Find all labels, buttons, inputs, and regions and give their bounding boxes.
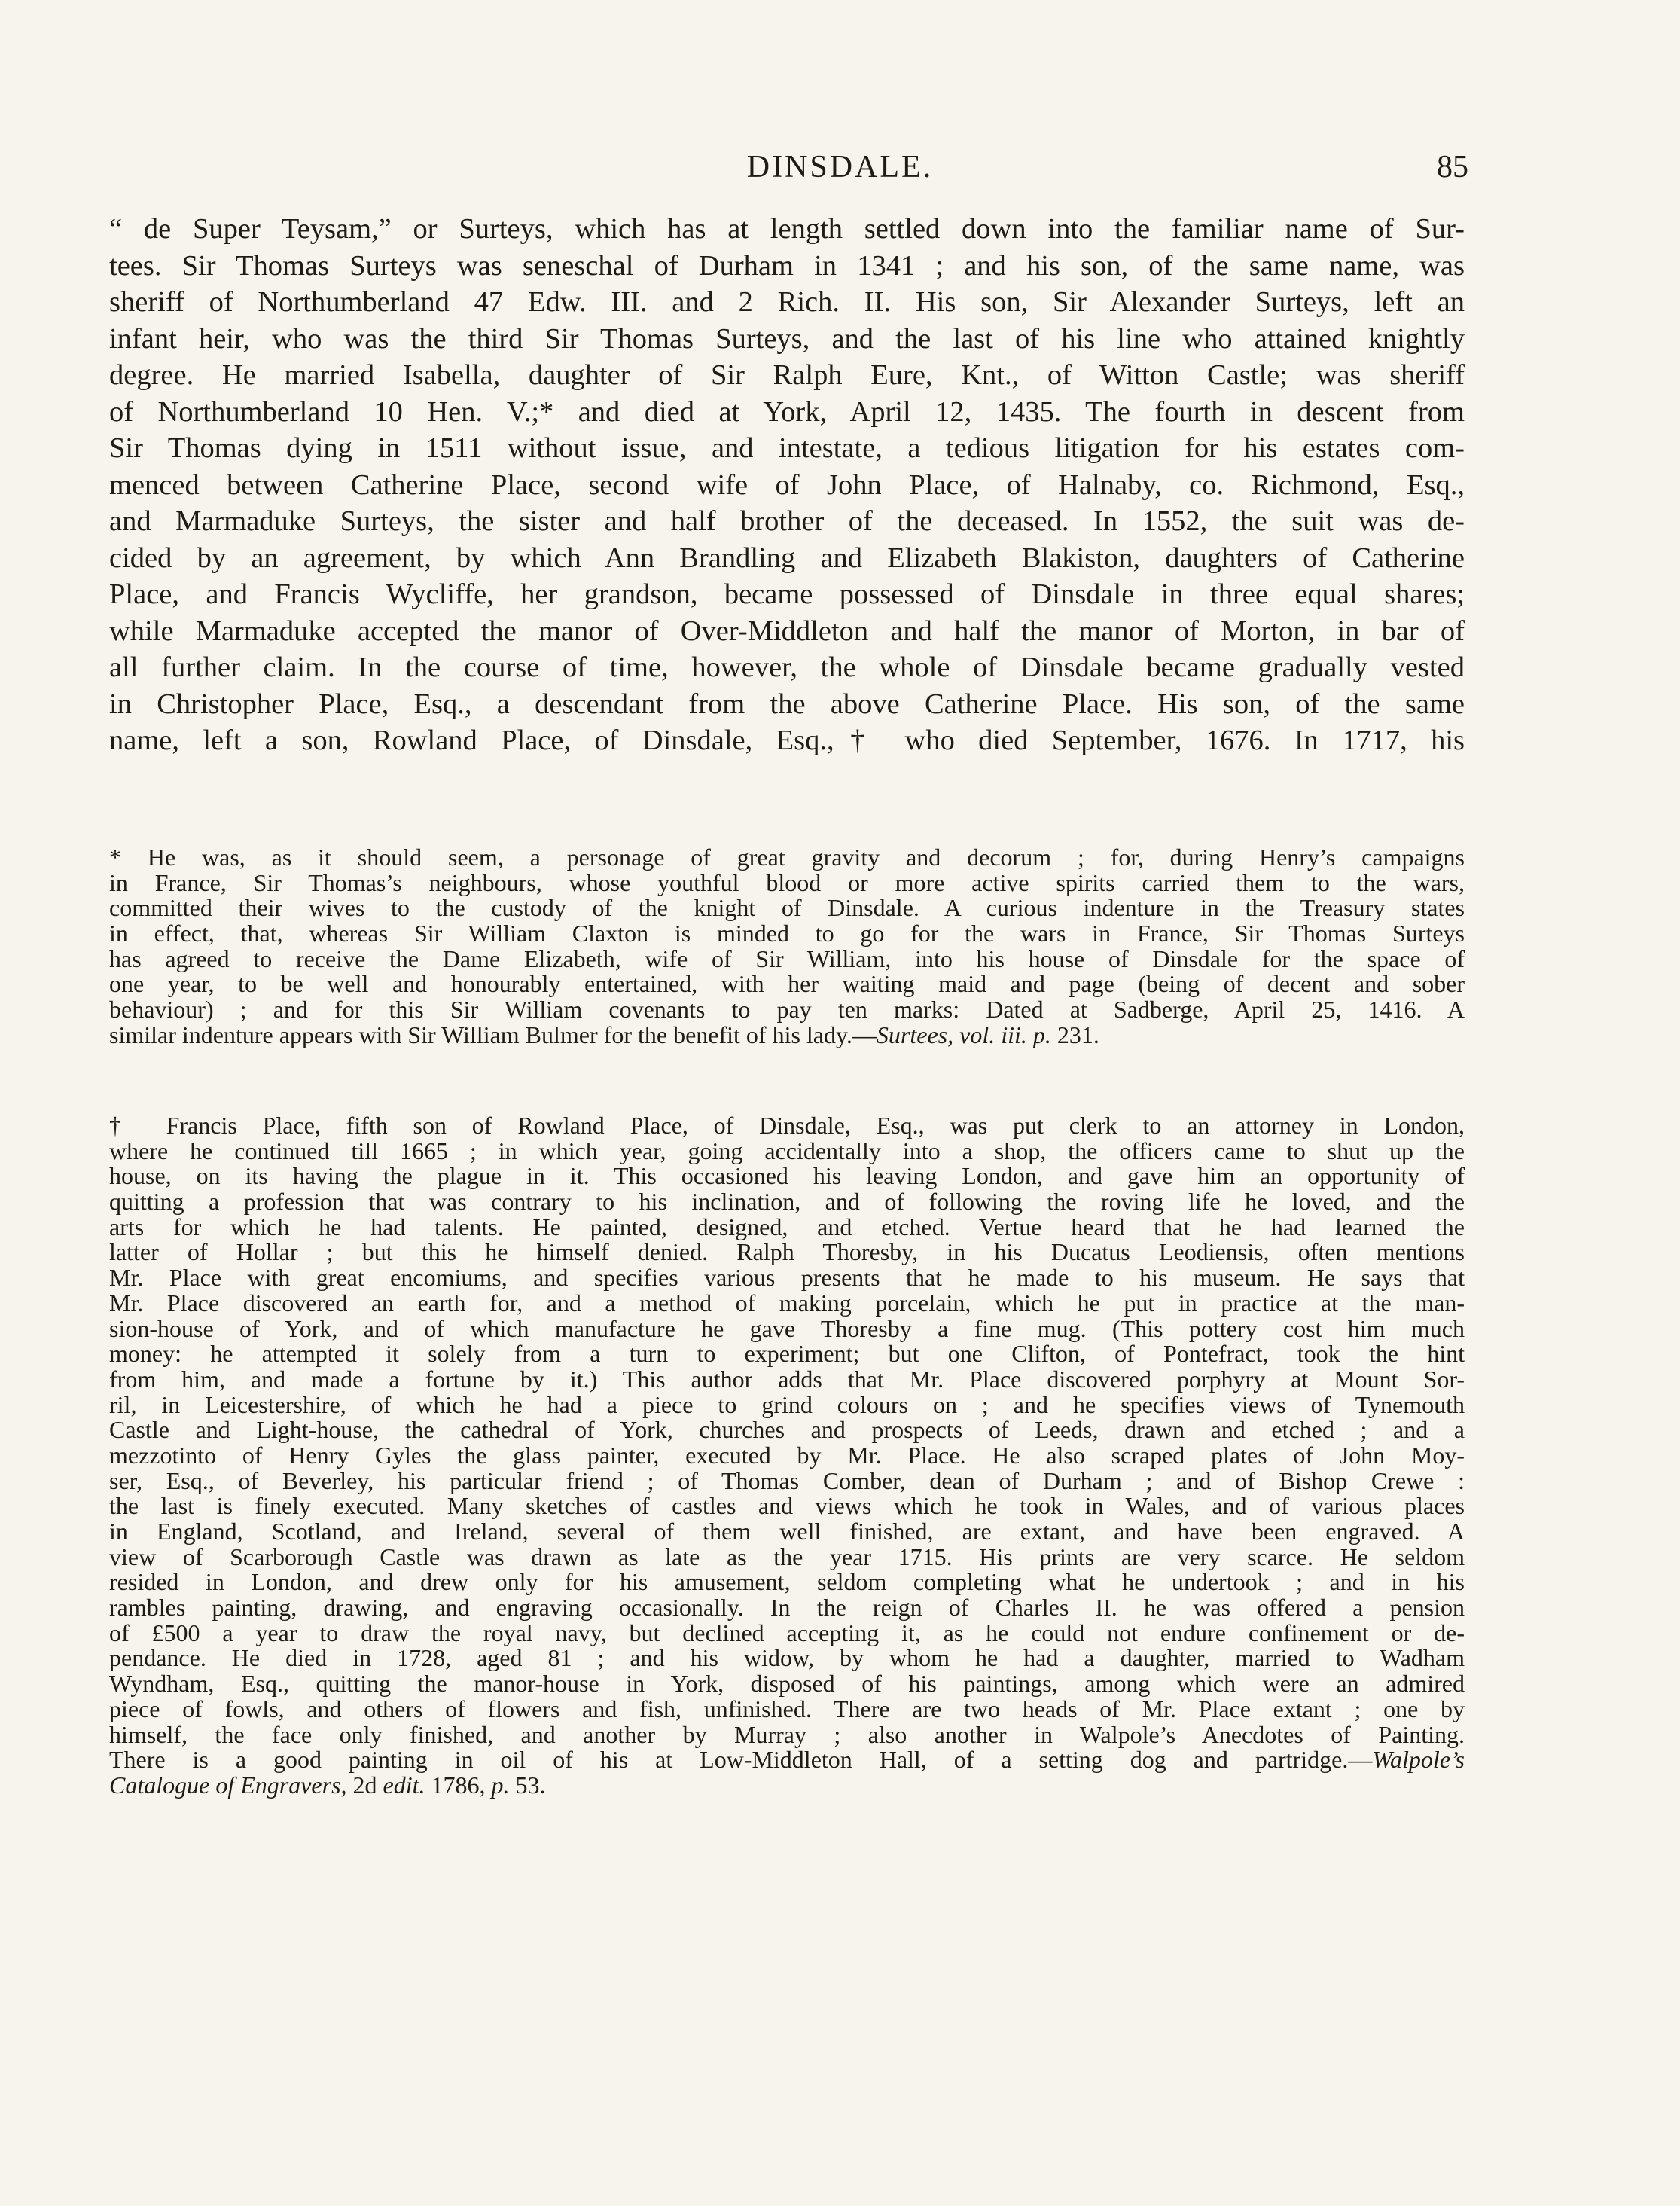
footnote-line: resided in London, and drew only for his amusement, seldom completing what he undertook ; and in his [109,1568,1465,1596]
footnote-asterisk [109,845,1465,1048]
footnote-line: money: he attempted it solely from a turn to experiment; but one Clifton, of Pontefract, took the hint [109,1340,1465,1368]
footnote-line: himself, the face only finished, and another by Murray ; also another in Walpole’s Anecdotes of Painting. [109,1720,1465,1748]
footnote-text: 1786, [425,1771,492,1799]
footnote-line: ser, Esq., of Beverley, his particular friend ; of Thomas Comber, dean of Durham ; and of Bishop Crewe : [109,1466,1465,1494]
footnote-line: the last is finely executed. Many sketches of castles and views which he took in Wales, and of various places [109,1492,1465,1520]
body-line: all further claim. In the course of time, however, the whole of Dinsdale became gradually vested [109,651,1465,683]
body-line: sheriff of Northumberland 47 Edw. III. and 2 Rich. II. His son, Sir Alexander Surteys, left an [109,286,1465,318]
footnote-line: latter of Hollar ; but this he himself denied. Ralph Thoresby, in his Ducatus Leodiensis, often mentions [109,1238,1465,1266]
body-line: Sir Thomas dying in 1511 without issue, and intestate, a tedious litigation for his estates com- [109,432,1465,464]
footnote-line: quitting a profession that was contrary to his inclination, and of following the roving life he loved, and the [109,1188,1465,1216]
footnote-last-line [109,1773,1465,1799]
footnote-citation-page: 53. [509,1771,546,1799]
footnote-line: view of Scarborough Castle was drawn as late as the year 1715. His prints are very scarce. He seldom [109,1542,1465,1570]
running-title: DINSDALE. [746,150,934,185]
footnote-line: pendance. He died in 1728, aged 81 ; and his widow, by whom he had a daughter, married to Wadham [109,1644,1465,1672]
footnote-line: in France, Sir Thomas’s neighbours, whose youthful blood or more active spirits carried them to the wars, [109,868,1465,896]
footnote-line [109,1747,1465,1773]
footnote-line: has agreed to receive the Dame Elizabeth, wife of Sir William, into his house of Dinsdale for the space of [109,944,1465,972]
footnote-line: piece of fowls, and others of flowers and fish, unfinished. There are two heads of Mr. Place extant ; one by [109,1695,1465,1722]
footnote-line: of £500 a year to draw the royal navy, but declined accepting it, as he could not endure confinement or de- [109,1619,1465,1646]
footnote-line: in effect, that, whereas Sir William Claxton is minded to go for the wars in France, Sir Thomas Surteys [109,920,1465,947]
footnote-line: ril, in Leicestershire, of which he had a piece to grind colours on ; and he specifies views of Tynemouth [109,1390,1465,1418]
footnote-line: Mr. Place discovered an earth for, and a method of making porcelain, which he put in practice at the man- [109,1289,1465,1317]
body-line: tees. Sir Thomas Surteys was seneschal of Durham in 1341 ; and his son, of the same name, was [109,249,1465,282]
footnote-line: rambles painting, drawing, and engraving occasionally. In the reign of Charles II. he was offered a pension [109,1594,1465,1622]
footnote-citation-page: 231. [1050,1021,1099,1048]
footnote-citation: Surtees, vol. iii. p. [876,1021,1051,1048]
footnote-line: Wyndham, Esq., quitting the manor-house in York, disposed of his paintings, among which were an admired [109,1670,1465,1698]
footnote-text: 2d [346,1771,383,1799]
body-line: in Christopher Place, Esq., a descendant from the above Catherine Place. His son, of the same [109,688,1465,720]
footnote-last-line [109,1023,1465,1048]
footnote-citation: Walpole’s [1372,1746,1465,1774]
page-number: 85 [1437,150,1468,185]
footnote-line: Mr. Place with great encomiums, and specifies various presents that he made to his museum. He says that [109,1264,1465,1292]
footnote-line: Castle and Light-house, the cathedral of York, churches and prospects of Leeds, drawn and etched ; and a [109,1416,1465,1444]
body-line: cided by an agreement, by which Ann Brandling and Elizabeth Blakiston, daughters of Catherine [109,542,1465,574]
footnote-line: where he continued till 1665 ; in which year, going accidentally into a shop, the officers came to shut up the [109,1137,1465,1164]
body-line: degree. He married Isabella, daughter of Sir Ralph Eure, Knt., of Witton Castle; was sheriff [109,359,1465,391]
footnote-line: † Francis Place, fifth son of Rowland Place, of Dinsdale, Esq., was put clerk to an attorney in London, [109,1112,1465,1139]
footnote-dagger [109,1113,1465,1799]
body-line: infant heir, who was the third Sir Thomas Surteys, and the last of his line who attained knightly [109,322,1465,355]
footnote-line: * He was, as it should seem, a personage of great gravity and decorum ; for, during Henry’s campaigns [109,844,1465,871]
main-text-block [109,211,1465,759]
footnote-citation: p. [491,1771,510,1799]
footnote-line: house, on its having the plague in it. This occasioned his leaving London, and gave him an opportunity of [109,1162,1465,1190]
footnote-line: from him, and made a fortune by it.) This author adds that Mr. Place discovered porphyry at Mount Sor- [109,1365,1465,1393]
body-line: Place, and Francis Wycliffe, her grandson, became possessed of Dinsdale in three equal shares; [109,578,1465,610]
footnote-text: similar indenture appears with Sir William Bulmer for the benefit of his lady.— [109,1021,877,1048]
footnote-line: committed their wives to the custody of the knight of Dinsdale. A curious indenture in the Treasury states [109,894,1465,922]
body-line: while Marmaduke accepted the manor of Over-Middleton and half the manor of Morton, in bar of [109,615,1465,647]
body-line: “ de Super Teysam,” or Surteys, which has at length settled down into the familiar name of Sur- [109,213,1465,245]
footnote-line: one year, to be well and honourably entertained, with her waiting maid and page (being of decent and sober [109,970,1465,998]
footnote-line: behaviour) ; and for this Sir William covenants to pay ten marks: Dated at Sadberge, April 25, 1416. A [109,996,1465,1024]
body-line: of Northumberland 10 Hen. V.;* and died at York, April 12, 1435. The fourth in descent from [109,395,1465,428]
footnote-line: mezzotinto of Henry Gyles the glass painter, executed by Mr. Place. He also scraped plates of John Moy- [109,1441,1465,1469]
body-line: menced between Catherine Place, second wife of John Place, of Halnaby, co. Richmond, Esq., [109,468,1465,501]
body-line: name, left a son, Rowland Place, of Dinsdale, Esq.,† who died September, 1676. In 1717, his [109,725,1465,756]
body-line: and Marmaduke Surteys, the sister and half brother of the deceased. In 1552, the suit was de- [109,505,1465,537]
footnote-line: arts for which he had talents. He painted, designed, and etched. Vertue heard that he had learned the [109,1213,1465,1240]
footnote-text: There is a good painting in oil of his at Low-Middleton Hall, of a setting dog and partridge.— [109,1746,1373,1774]
footnote-line: sion-house of York, and of which manufacture he gave Thoresby a fine mug. (This pottery cost him much [109,1314,1465,1342]
footnote-citation: Catalogue of Engravers, [109,1771,347,1799]
footnote-line: in England, Scotland, and Ireland, several of them well finished, are extant, and have been engraved. A [109,1518,1465,1545]
footnote-citation: edit. [383,1771,425,1799]
